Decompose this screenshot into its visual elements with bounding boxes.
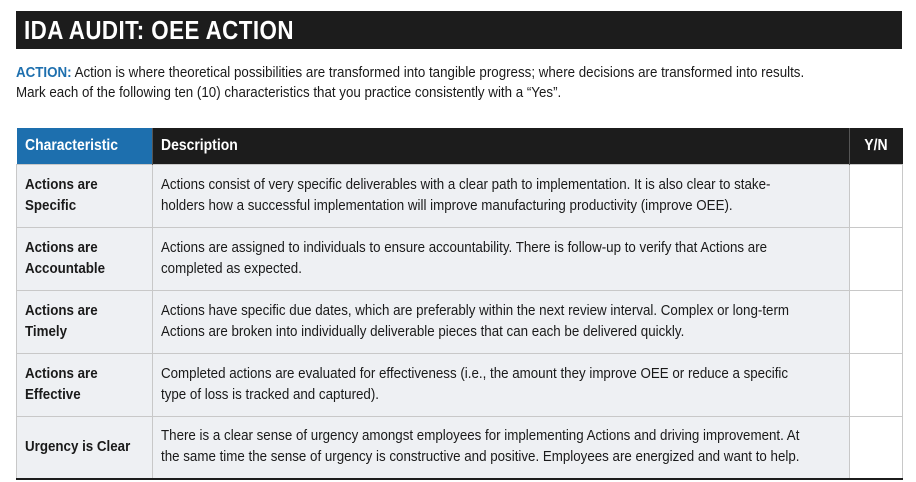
- intro-lead: ACTION:: [16, 65, 72, 81]
- yn-answer-cell[interactable]: [850, 353, 903, 416]
- intro-paragraph: [16, 63, 906, 103]
- table-row: [17, 164, 903, 227]
- yn-answer-cell[interactable]: [850, 227, 903, 290]
- yn-answer-cell[interactable]: [850, 290, 903, 353]
- description-cell: There is a clear sense of urgency amongst employees for implementing Actions and driving improvement. At the same time the sense of urgency is constructive and positive. Employees are energized and want to help.: [153, 416, 850, 479]
- page-title-text: IDA AUDIT: OEE ACTION: [24, 15, 294, 45]
- table-row: [17, 227, 903, 290]
- column-header-characteristic: Characteristic: [17, 128, 153, 164]
- table-row: [17, 416, 903, 479]
- characteristic-cell: Actions are Effective: [17, 353, 153, 416]
- intro-line-2: Mark each of the following ten (10) characteristics that you practice consistently with a “Yes”.: [16, 85, 562, 101]
- yn-answer-cell[interactable]: [850, 416, 903, 479]
- intro-line-1: [16, 63, 835, 83]
- intro-text-1: Action is where theoretical possibilities are transformed into tangible progress; where decisions are transformed into results.: [74, 65, 805, 81]
- description-cell: Actions have specific due dates, which are preferably within the next review interval. Complex or long-term Actions are broken into individually deliverable pieces that can each be delivered quickly.: [153, 290, 850, 353]
- audit-table: [16, 128, 903, 480]
- table-header-row: [17, 128, 903, 164]
- description-cell: Actions are assigned to individuals to ensure accountability. There is follow-up to verify that Actions are completed as expected.: [153, 227, 850, 290]
- table-row: [17, 290, 903, 353]
- table-row: [17, 353, 903, 416]
- characteristic-cell: Actions are Timely: [17, 290, 153, 353]
- page-title: [16, 11, 902, 49]
- column-header-description: Description: [153, 128, 850, 164]
- characteristic-cell: Actions are Specific: [17, 164, 153, 227]
- characteristic-cell: Actions are Accountable: [17, 227, 153, 290]
- description-cell: Completed actions are evaluated for effectiveness (i.e., the amount they improve OEE or reduce a specific type of loss is tracked and captured).: [153, 353, 850, 416]
- column-header-yn: Y/N: [850, 128, 903, 164]
- yn-answer-cell[interactable]: [850, 164, 903, 227]
- characteristic-cell: Urgency is Clear: [17, 416, 153, 479]
- description-cell: Actions consist of very specific deliverables with a clear path to implementation. It is also clear to stake- holders how a successful implementation will improve manufacturing productivity (improve OEE).: [153, 164, 850, 227]
